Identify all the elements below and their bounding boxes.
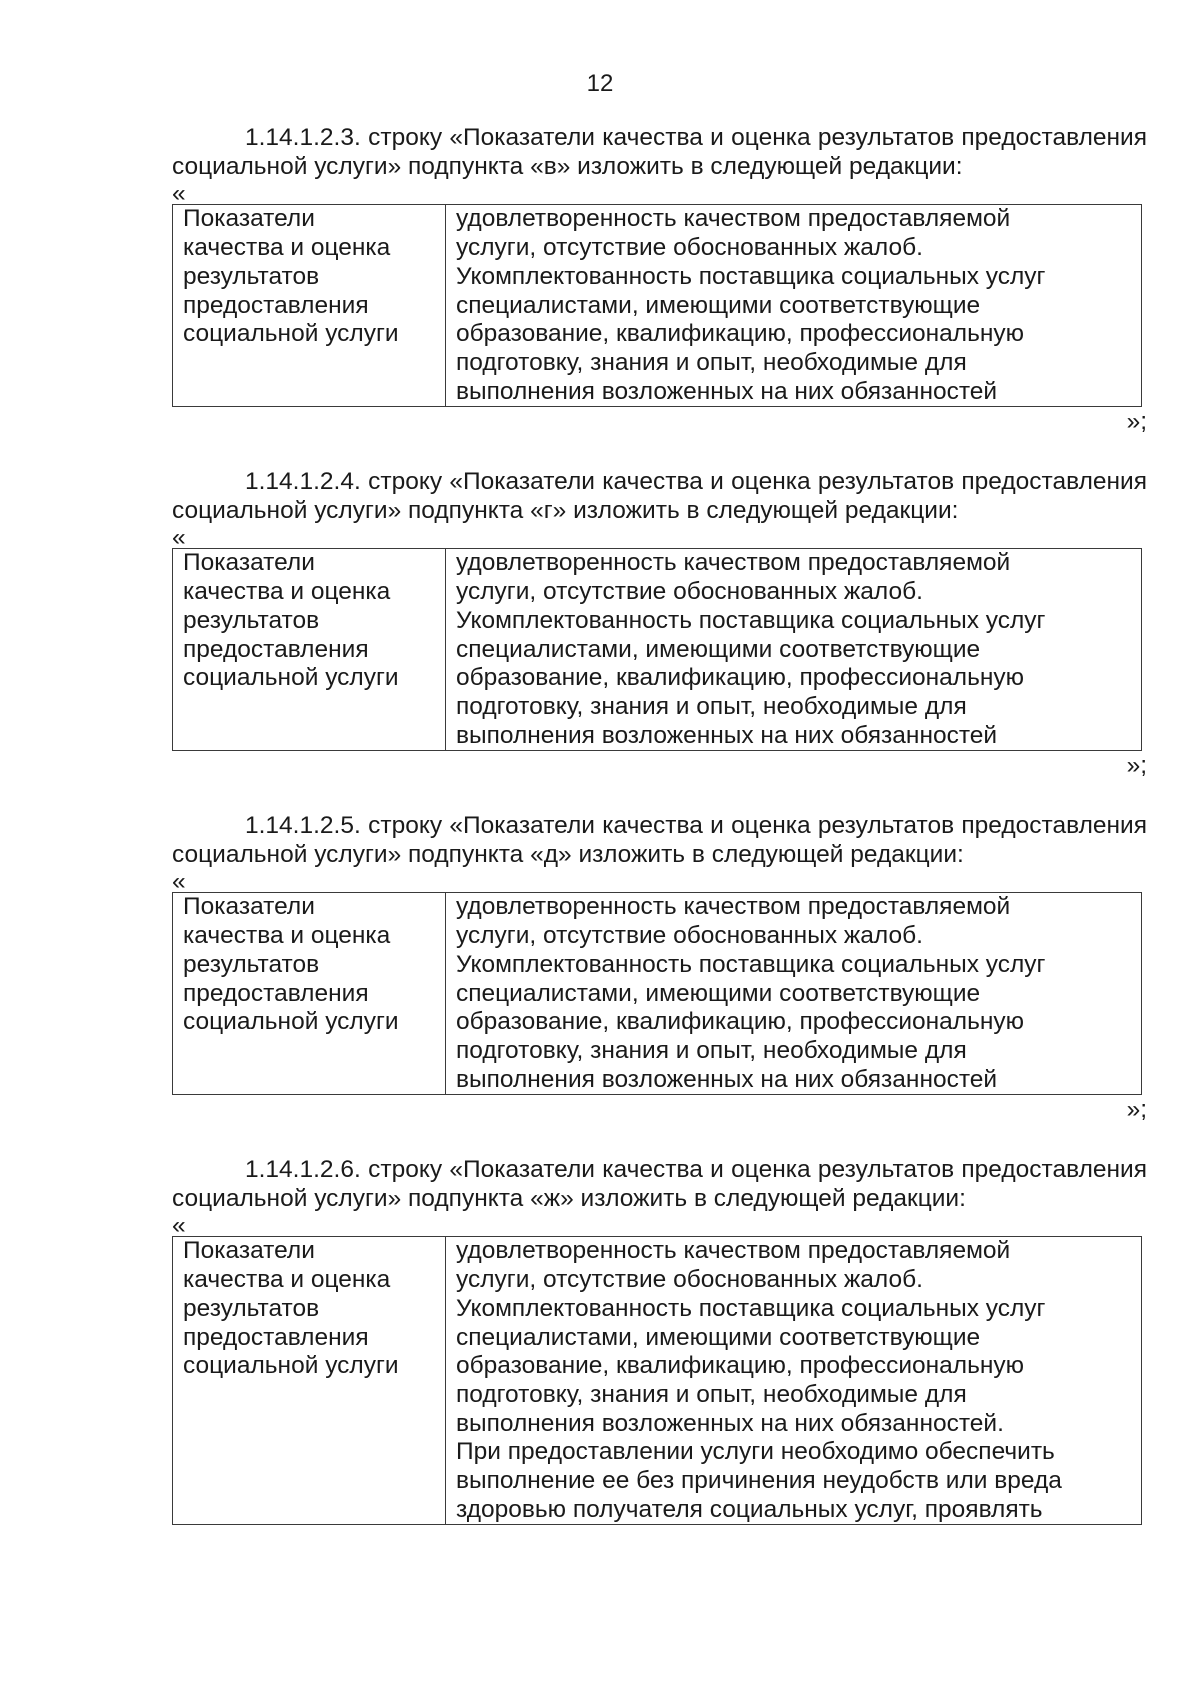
- table-row: [173, 549, 1142, 751]
- cell-line: социальной услуги: [183, 1352, 399, 1380]
- cell-line: результатов: [183, 950, 320, 978]
- table-row: [173, 893, 1142, 1095]
- cell-line: удовлетворенность качеством предоставляемой: [456, 205, 1011, 233]
- cell-line: предоставления: [183, 291, 369, 319]
- cell-line: выполнения возложенных на них обязанностей.: [456, 1409, 1004, 1437]
- indicator-name-cell: [173, 549, 446, 751]
- indicator-name-cell: [173, 893, 446, 1095]
- cell-line: предоставления: [183, 979, 369, 1007]
- cell-line: результатов: [183, 1294, 320, 1322]
- cell-line: качества и оценка: [183, 1266, 391, 1294]
- cell-line: результатов: [183, 262, 320, 290]
- cell-line: подготовку, знания и опыт, необходимые для: [456, 348, 967, 376]
- cell-line: образование, квалификацию, профессиональную: [456, 1008, 1025, 1036]
- clause-number: 1.14.1.2.6.: [245, 1156, 361, 1183]
- cell-line: Показатели: [183, 205, 315, 233]
- cell-line: качества и оценка: [183, 234, 391, 262]
- amendment-paragraph: [172, 1156, 1147, 1213]
- indicator-table: [172, 892, 1142, 1095]
- clause-number: 1.14.1.2.3.: [245, 124, 361, 151]
- amendment-section-3: [172, 812, 1147, 1125]
- table-row: [173, 205, 1142, 407]
- closing-quote: »;: [1126, 752, 1147, 780]
- cell-line: услуги, отсутствие обоснованных жалоб.: [456, 578, 923, 606]
- cell-line: выполнения возложенных на них обязанностей: [456, 377, 998, 405]
- cell-line: Показатели: [183, 1237, 315, 1265]
- cell-line: специалистами, имеющими соответствующие: [456, 979, 981, 1007]
- cell-line: Укомплектованность поставщика социальных услуг: [456, 606, 1046, 634]
- indicator-table: [172, 1236, 1142, 1525]
- cell-line: качества и оценка: [183, 922, 391, 950]
- indicator-name-cell: [173, 205, 446, 407]
- clause-number: 1.14.1.2.5.: [245, 812, 361, 839]
- cell-line: При предоставлении услуги необходимо обеспечить: [456, 1438, 1055, 1466]
- clause-text: строку «Показатели качества и оценка результатов предоставления социальной услуги» подпункта «в» изложить в следующей редакции:: [172, 124, 1147, 180]
- cell-line: выполнения возложенных на них обязанностей: [456, 721, 998, 749]
- cell-line: специалистами, имеющими соответствующие: [456, 291, 981, 319]
- opening-quote: «: [172, 180, 186, 208]
- closing-quote: »;: [1126, 1096, 1147, 1124]
- cell-line: специалистами, имеющими соответствующие: [456, 1323, 981, 1351]
- cell-line: удовлетворенность качеством предоставляемой: [456, 1237, 1011, 1265]
- cell-line: удовлетворенность качеством предоставляемой: [456, 893, 1011, 921]
- cell-line: Укомплектованность поставщика социальных услуг: [456, 262, 1046, 290]
- indicator-name-cell: [173, 1237, 446, 1525]
- cell-line: социальной услуги: [183, 1008, 399, 1036]
- cell-line: Показатели: [183, 893, 315, 921]
- clause-text: строку «Показатели качества и оценка результатов предоставления социальной услуги» подпункта «г» изложить в следующей редакции:: [172, 468, 1147, 524]
- cell-line: социальной услуги: [183, 320, 399, 348]
- indicator-table: [172, 204, 1142, 407]
- amendment-paragraph: [172, 812, 1147, 869]
- cell-line: подготовку, знания и опыт, необходимые для: [456, 1380, 967, 1408]
- cell-line: услуги, отсутствие обоснованных жалоб.: [456, 1266, 923, 1294]
- cell-line: качества и оценка: [183, 578, 391, 606]
- indicator-description-cell: [446, 1237, 1142, 1525]
- cell-line: предоставления: [183, 1323, 369, 1351]
- indicator-description-cell: [446, 205, 1142, 407]
- cell-line: здоровью получателя социальных услуг, проявлять: [456, 1495, 1043, 1523]
- opening-quote: «: [172, 524, 186, 552]
- cell-line: услуги, отсутствие обоснованных жалоб.: [456, 234, 923, 262]
- cell-line: образование, квалификацию, профессиональную: [456, 1352, 1025, 1380]
- amendment-paragraph: [172, 468, 1147, 525]
- cell-line: Укомплектованность поставщика социальных услуг: [456, 1294, 1046, 1322]
- cell-line: специалистами, имеющими соответствующие: [456, 635, 981, 663]
- cell-line: выполнения возложенных на них обязанностей: [456, 1065, 998, 1093]
- clause-text: строку «Показатели качества и оценка результатов предоставления социальной услуги» подпункта «ж» изложить в следующей редакции:: [172, 1156, 1147, 1212]
- closing-quote: »;: [1126, 408, 1147, 436]
- clause-number: 1.14.1.2.4.: [245, 468, 361, 495]
- cell-line: социальной услуги: [183, 664, 399, 692]
- indicator-description-cell: [446, 549, 1142, 751]
- cell-line: Укомплектованность поставщика социальных услуг: [456, 950, 1046, 978]
- cell-line: подготовку, знания и опыт, необходимые для: [456, 692, 967, 720]
- cell-line: образование, квалификацию, профессиональную: [456, 664, 1025, 692]
- cell-line: Показатели: [183, 549, 315, 577]
- table-row: [173, 1237, 1142, 1525]
- cell-line: удовлетворенность качеством предоставляемой: [456, 549, 1011, 577]
- cell-line: предоставления: [183, 635, 369, 663]
- cell-line: образование, квалификацию, профессиональную: [456, 320, 1025, 348]
- indicator-description-cell: [446, 893, 1142, 1095]
- opening-quote: «: [172, 868, 186, 896]
- cell-line: результатов: [183, 606, 320, 634]
- cell-line: выполнение ее без причинения неудобств или вреда: [456, 1467, 1062, 1495]
- cell-line: услуги, отсутствие обоснованных жалоб.: [456, 922, 923, 950]
- clause-text: строку «Показатели качества и оценка результатов предоставления социальной услуги» подпункта «д» изложить в следующей редакции:: [172, 812, 1147, 868]
- amendment-section-2: [172, 468, 1147, 781]
- page-number: 12: [586, 70, 614, 97]
- amendment-section-1: [172, 124, 1147, 437]
- indicator-table: [172, 548, 1142, 751]
- cell-line: подготовку, знания и опыт, необходимые для: [456, 1036, 967, 1064]
- amendment-paragraph: [172, 124, 1147, 181]
- opening-quote: «: [172, 1212, 186, 1240]
- amendment-section-4: [172, 1156, 1147, 1525]
